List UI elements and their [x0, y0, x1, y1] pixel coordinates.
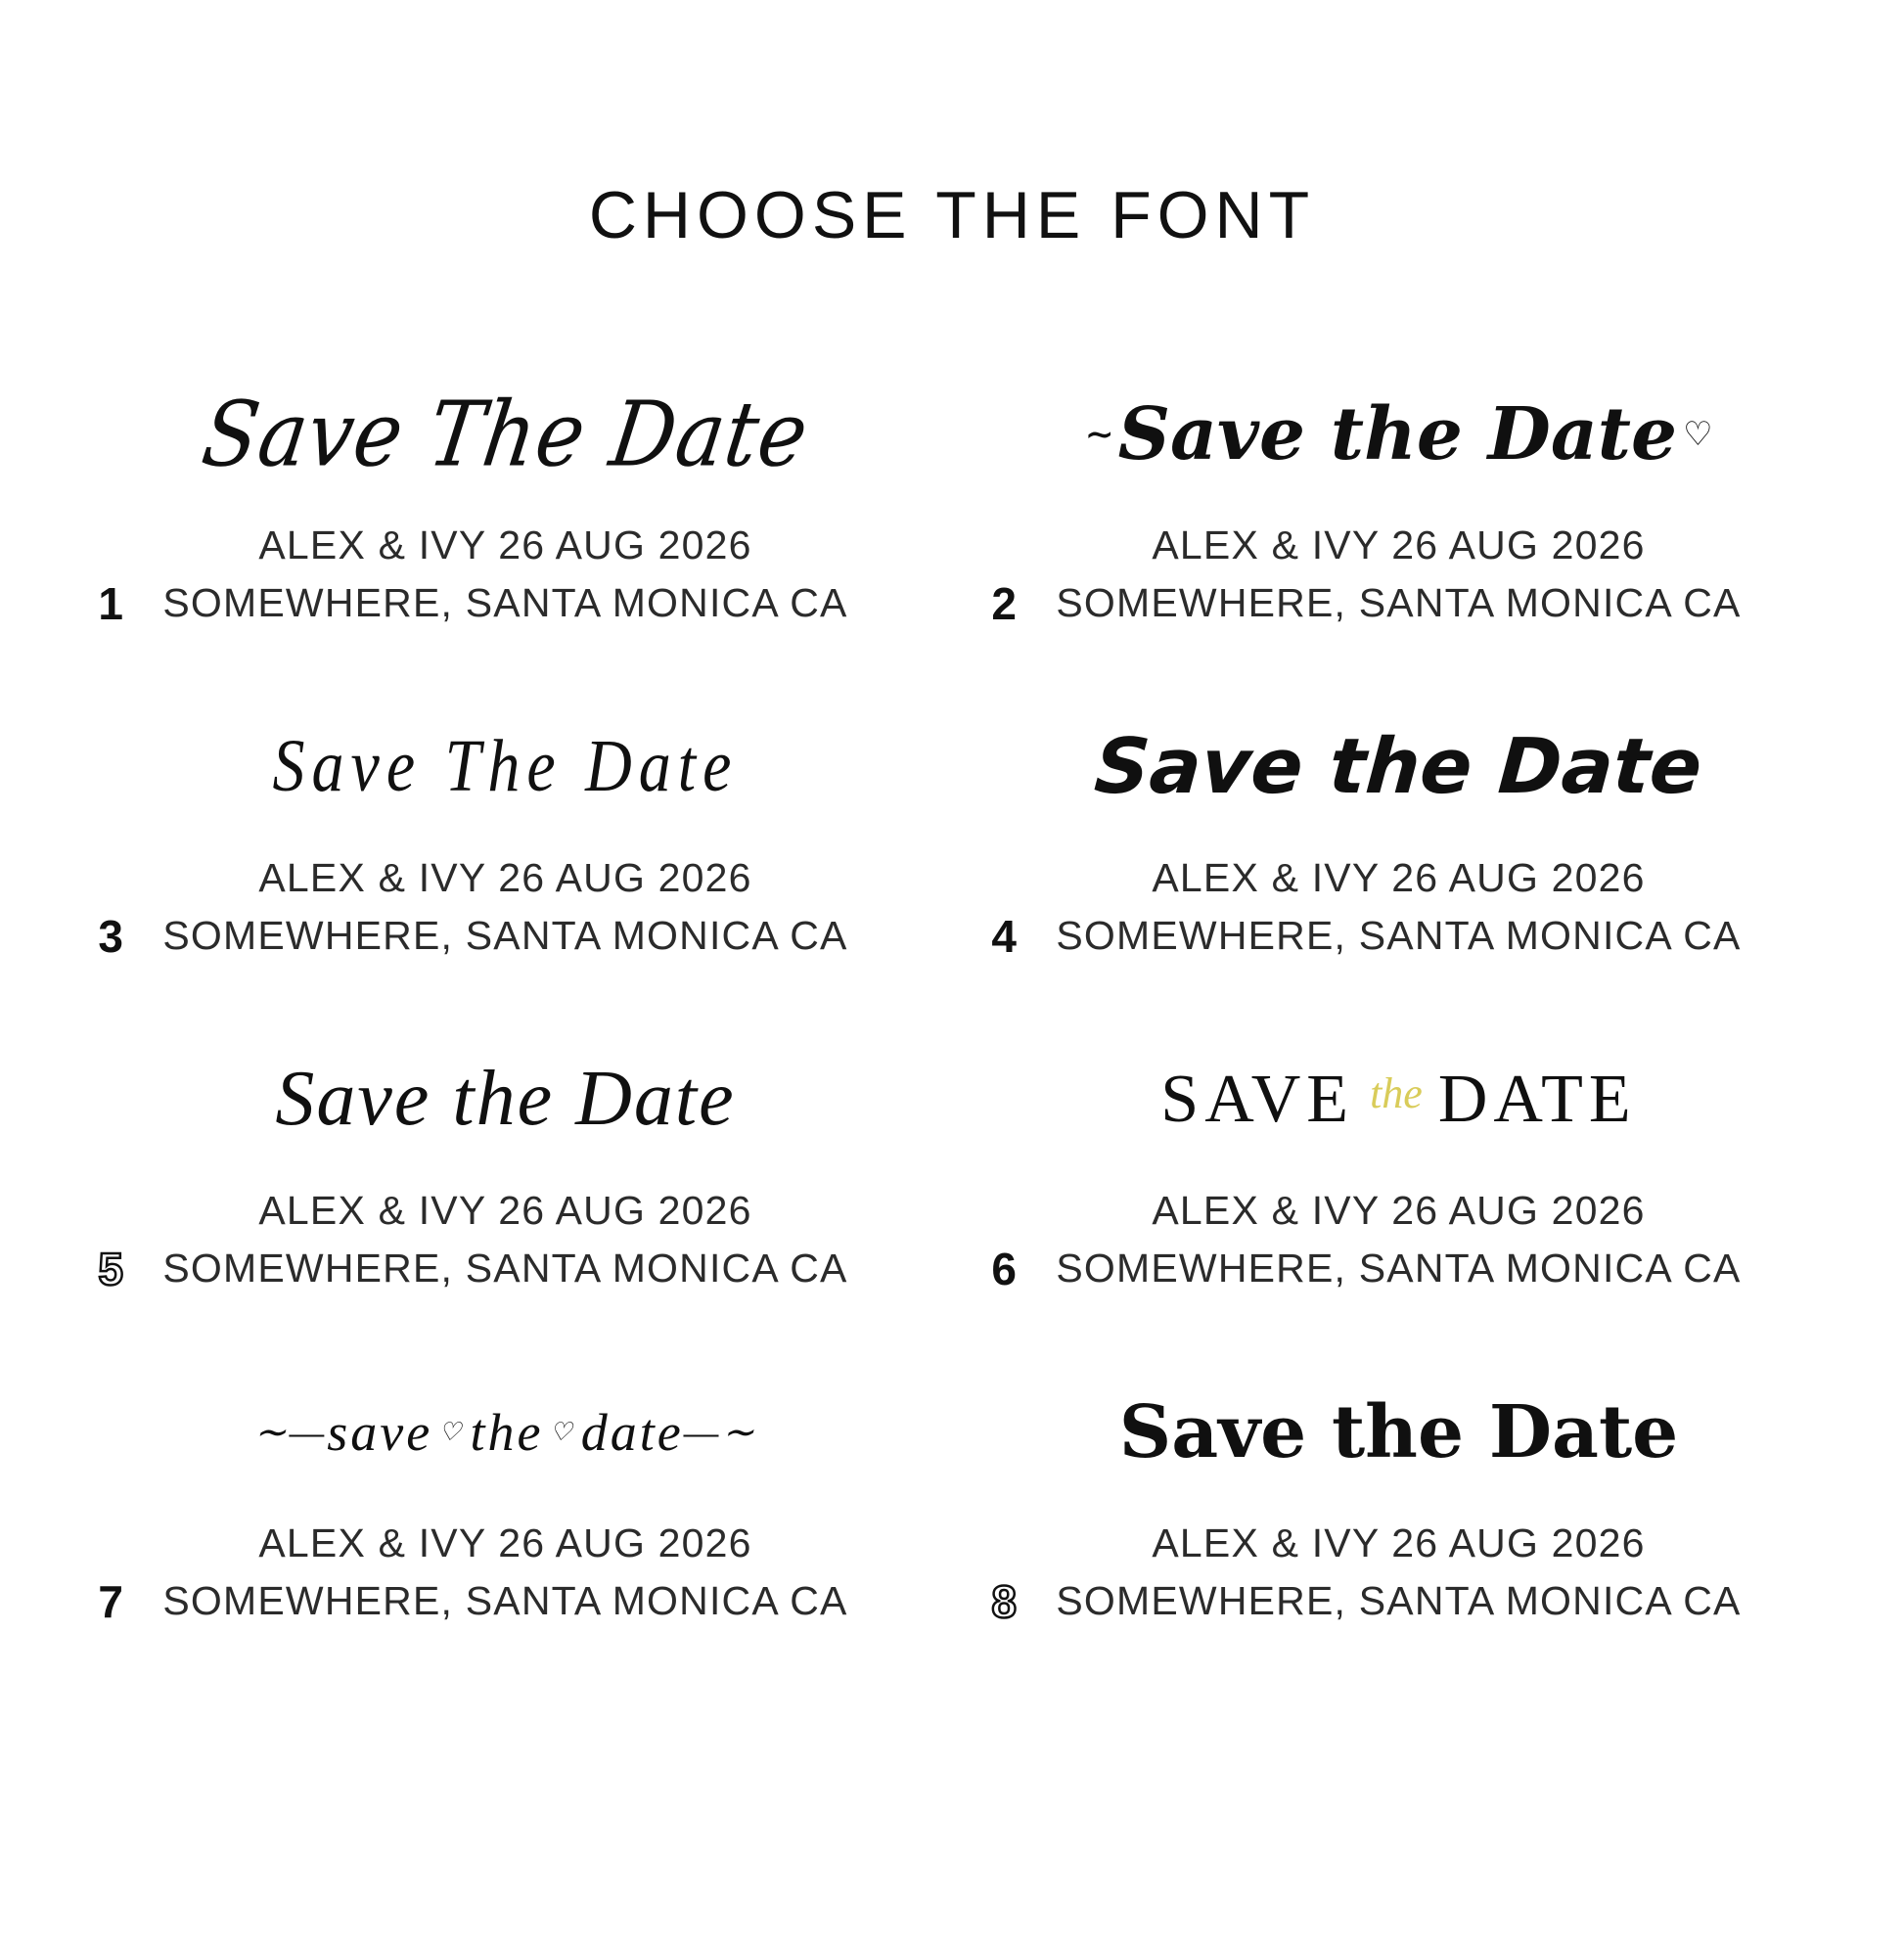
option-7-details	[98, 1515, 848, 1631]
option-6-details	[991, 1182, 1742, 1298]
font-option-2[interactable]	[952, 366, 1845, 699]
option-5-line1: ALEX & IVY 26 AUG 2026	[258, 1187, 752, 1233]
script-sample-6	[1160, 1031, 1636, 1168]
option-4-line2: SOMEWHERE, SANTA MONICA CA	[1056, 912, 1742, 958]
option-number-4: 4	[991, 911, 1017, 963]
script-sample-7	[253, 1364, 757, 1501]
option-number-6: 6	[991, 1244, 1017, 1295]
swash-flourish-icon: —∼	[683, 1410, 757, 1455]
font-option-1[interactable]	[59, 366, 952, 699]
script-sample-8: Save the Date	[1118, 1389, 1679, 1474]
option-8-line1: ALEX & IVY 26 AUG 2026	[1152, 1519, 1646, 1565]
page-title: CHOOSE THE FONT	[588, 177, 1316, 252]
font-options-grid	[0, 366, 1904, 1697]
script-sample-6-part3: DATE	[1437, 1061, 1637, 1137]
option-number-3: 3	[98, 911, 123, 963]
option-5-line2: SOMEWHERE, SANTA MONICA CA	[162, 1245, 848, 1291]
script-sample-1: Save The Date	[196, 382, 815, 486]
option-7-line2: SOMEWHERE, SANTA MONICA CA	[162, 1577, 848, 1623]
option-6-line2: SOMEWHERE, SANTA MONICA CA	[1056, 1245, 1742, 1291]
option-2-details	[991, 517, 1742, 633]
option-1-details	[98, 517, 848, 633]
heart-icon: ♡	[1683, 414, 1713, 454]
font-option-3[interactable]	[59, 699, 952, 1031]
script-sample-7-part1: save	[327, 1402, 433, 1462]
script-sample-7-part2: the	[470, 1402, 544, 1462]
font-option-8[interactable]	[952, 1364, 1845, 1697]
option-3-details	[98, 849, 848, 966]
swash-flourish-icon: ∼—	[253, 1410, 328, 1455]
option-2-line2: SOMEWHERE, SANTA MONICA CA	[1056, 579, 1742, 625]
option-7-line1: ALEX & IVY 26 AUG 2026	[258, 1519, 752, 1565]
heart-icon: ♡	[438, 1417, 465, 1446]
option-4-details	[991, 849, 1742, 966]
font-option-4[interactable]	[952, 699, 1845, 1031]
script-sample-7-part3: date	[580, 1402, 684, 1462]
option-5-details	[98, 1182, 848, 1298]
font-option-5[interactable]	[59, 1031, 952, 1364]
option-8-line2: SOMEWHERE, SANTA MONICA CA	[1056, 1577, 1742, 1623]
font-option-6[interactable]	[952, 1031, 1845, 1364]
option-number-8: 8	[991, 1576, 1017, 1628]
option-number-2: 2	[991, 578, 1017, 630]
script-sample-2-text: Save the Date	[1117, 391, 1678, 476]
script-sample-6-part1: SAVE	[1160, 1061, 1355, 1137]
option-6-line1: ALEX & IVY 26 AUG 2026	[1152, 1187, 1646, 1233]
option-4-line1: ALEX & IVY 26 AUG 2026	[1152, 854, 1646, 900]
option-2-line1: ALEX & IVY 26 AUG 2026	[1152, 521, 1646, 567]
option-3-line1: ALEX & IVY 26 AUG 2026	[258, 854, 752, 900]
option-8-details	[991, 1515, 1742, 1631]
script-sample-2	[1084, 366, 1712, 503]
option-1-line1: ALEX & IVY 26 AUG 2026	[258, 521, 752, 567]
script-sample-4: Save the Date	[1092, 722, 1705, 811]
font-option-7[interactable]	[59, 1364, 952, 1697]
option-number-1: 1	[98, 578, 123, 630]
script-sample-5: Save the Date	[275, 1056, 736, 1143]
script-sample-6-part2: the	[1370, 1069, 1423, 1118]
swash-flourish-icon: ∼	[1084, 413, 1114, 455]
option-1-line2: SOMEWHERE, SANTA MONICA CA	[162, 579, 848, 625]
option-number-5: 5	[98, 1244, 123, 1295]
script-sample-3: Save The Date	[272, 724, 739, 807]
option-number-7: 7	[98, 1576, 123, 1628]
option-3-line2: SOMEWHERE, SANTA MONICA CA	[162, 912, 848, 958]
heart-icon: ♡	[549, 1417, 575, 1446]
